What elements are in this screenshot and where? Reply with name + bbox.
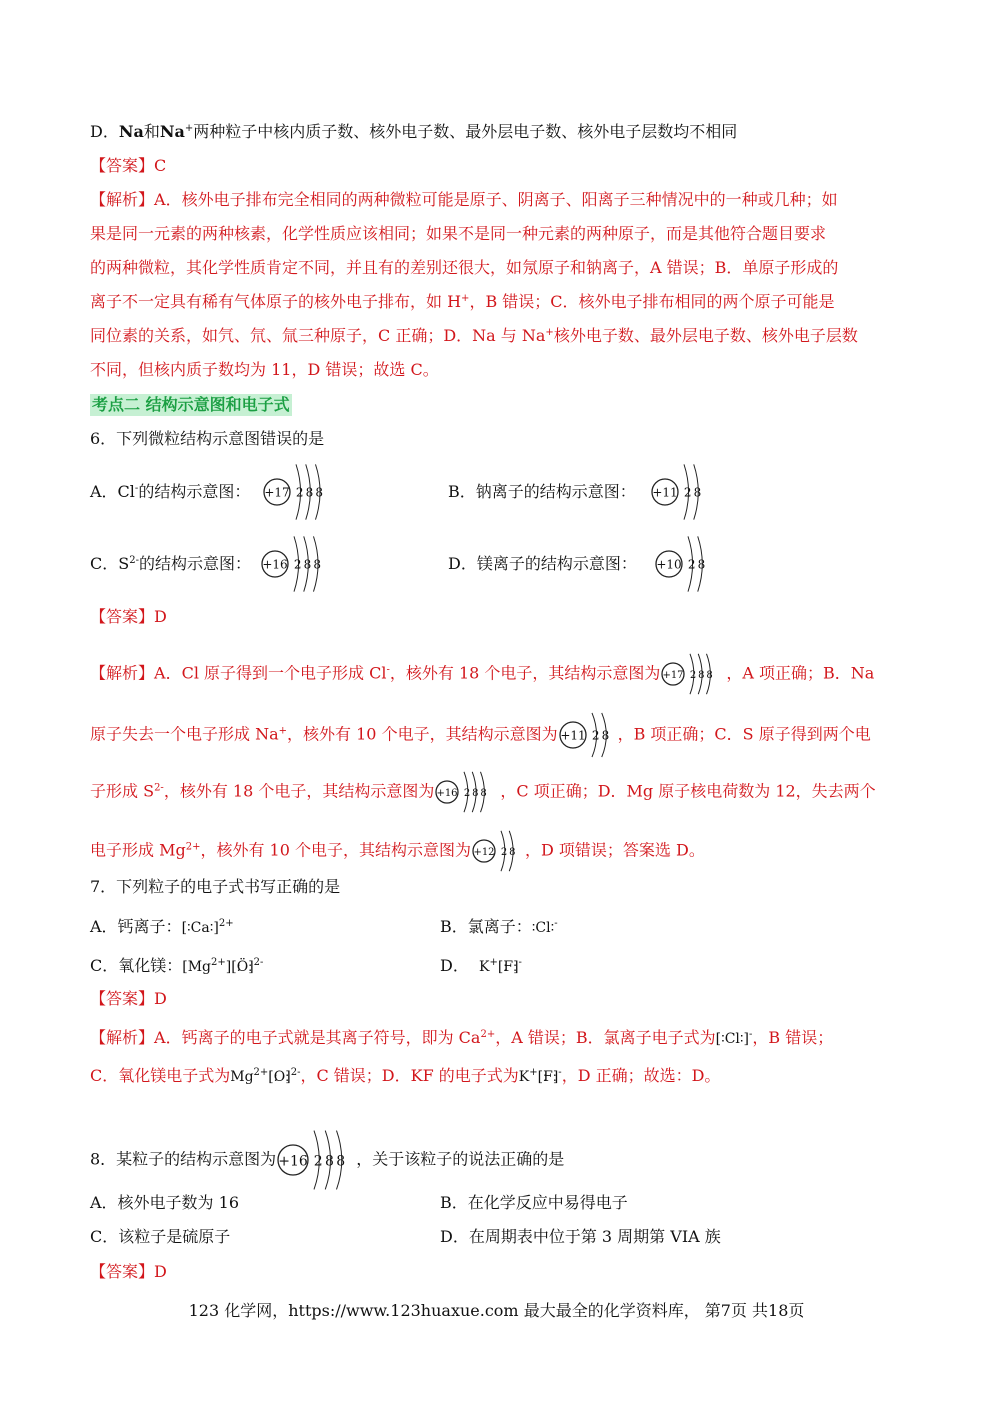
shell-electron-count: 8 <box>480 787 488 799</box>
explanation-5-line3: 的两种微粒，其化学性质肯定不同，并且有的差别还很大，如氖原子和钠离子，A 错误；B．单原子形成的 <box>90 258 839 277</box>
q7-option-b: B．氯离子：∶Cl∶- <box>440 917 558 936</box>
section-heading: 考点二 结构示意图和电子式 <box>92 395 290 414</box>
answer-5: 【答案】C <box>90 156 167 175</box>
shell-electron-count: 2 <box>683 485 692 500</box>
explanation-7-line2: C．氧化镁电子式为$Mg^{2+}[׃O׃]^{2-}$，C 错误；D．KF 的电子式为K+[׃F׃]-，D 正确；故选：D。 <box>90 1066 721 1085</box>
nucleus-charge: +17 <box>264 485 290 500</box>
question-8-stem: 8．某粒子的结构示意图为 +16 2 8 8 ，关于该粒子的说法正确的是 <box>90 1128 564 1192</box>
atom-diagram-inline-3 <box>434 770 500 814</box>
q7-option-c: C．氧化镁：$[Mg^{2+}][׃Ö׃]^{2-}$ <box>90 956 264 975</box>
explanation-5-line5: 同位素的关系，如氕、氘、氚三种原子，C 正确；D．Na 与 Na+核外电子数、最外层电子数、核外电子层数 <box>90 326 858 345</box>
answer-8: 【答案】D <box>90 1262 167 1281</box>
q6-option-c: C．$S^{2-}$的结构示意图： <box>90 554 251 573</box>
atom-diagram-d <box>654 534 718 594</box>
answer-7: 【答案】D <box>90 989 167 1008</box>
shell-electron-count: 8 <box>698 669 705 681</box>
explanation-7-line1: 【解析】A．钙离子的电子式就是其离子符号，即为 $Ca^{2+}$，A 错误；B．氯离子电子式为[∶Cl∶]-，B 错误； <box>90 1028 834 1047</box>
shell-electron-count: 8 <box>313 557 321 572</box>
atom-diagram-q8 <box>276 1128 356 1192</box>
question-6-stem: 6．下列微粒结构示意图错误的是 <box>90 429 325 448</box>
q7-option-a: A．钙离子：[∶Ca∶]$^{2+}$ <box>90 917 234 936</box>
q8-option-c: C．该粒子是硫原子 <box>90 1227 231 1246</box>
q5-option-d: D．Na和Na+两种粒子中核内质子数、核外电子数、最外层电子数、核外电子层数均不相同 <box>90 122 738 141</box>
shell-electron-count: 8 <box>315 485 323 500</box>
explanation-5-line6: 不同，但核内质子数均为 11，D 错误；故选 C。 <box>90 360 439 379</box>
nucleus-charge: +11 <box>652 485 678 500</box>
answer-6: 【答案】D <box>90 607 167 626</box>
q6-option-a: A．Cl-的结构示意图： <box>90 482 251 501</box>
nucleus-charge: +12 <box>473 846 495 858</box>
q8-option-a: A．核外电子数为 16 <box>90 1193 240 1212</box>
q6-option-b: B．钠离子的结构示意图： <box>448 482 636 501</box>
q6-option-d: D．镁离子的结构示意图： <box>448 554 637 573</box>
shell-electron-count: 2 <box>500 846 508 858</box>
shell-electron-count: 2 <box>293 557 302 572</box>
question-7-stem: 7．下列粒子的电子式书写正确的是 <box>90 877 341 896</box>
atom-diagram-inline-4 <box>471 829 525 873</box>
shell-electron-count: 8 <box>697 557 706 572</box>
explanation-6-line1: 【解析】A．Cl 原子得到一个电子形成 Cl-，核外有 18 个电子，其结构示意图为 +17 2 8 8 ，A 项正确；B．Na <box>90 652 874 696</box>
atom-diagram-b <box>650 462 714 522</box>
atom-diagram-a <box>262 462 342 522</box>
q8-option-d: D．在周期表中位于第 3 周期第 VIA 族 <box>440 1227 721 1246</box>
explanation-6-line3: 子形成 $S^{2-}$，核外有 18 个电子，其结构示意图为 +16 2 8 8 ，C 项正确；D．Mg 原子核电荷数为 12，失去两个 <box>90 770 876 814</box>
shell-electron-count: 8 <box>336 1153 346 1170</box>
shell-electron-count: 2 <box>464 787 471 799</box>
shell-electron-count: 2 <box>687 557 696 572</box>
q7-option-d: D． K+[׃F׃]- <box>440 956 522 975</box>
shell-electron-count: 8 <box>305 485 314 500</box>
explanation-5-line2: 果是同一元素的两种核素，化学性质应该相同；如果不是同一种元素的两种原子，而是其他符合题目要求 <box>90 224 827 243</box>
shell-electron-count: 8 <box>509 846 516 858</box>
shell-electron-count: 8 <box>706 669 714 681</box>
nucleus-charge: +17 <box>662 669 684 681</box>
nucleus-charge: +16 <box>278 1153 308 1170</box>
shell-electron-count: 2 <box>690 669 697 681</box>
shell-electron-count: 2 <box>591 728 600 743</box>
shell-electron-count: 8 <box>325 1153 335 1170</box>
explanation-6-line4: 电子形成 $Mg^{2+}$，核外有 10 个电子，其结构示意图为 +12 2 8 ，D 项错误；答案选 D。 <box>90 829 705 873</box>
page-footer: 123 化学网，https://www.123huaxue.com 最大最全的化学资料库， 第7页 共18页 <box>188 1301 805 1320</box>
atom-diagram-c <box>260 534 332 594</box>
q8-option-b: B．在化学反应中易得电子 <box>440 1193 628 1212</box>
nucleus-charge: +16 <box>262 557 288 572</box>
shell-electron-count: 8 <box>693 485 702 500</box>
shell-electron-count: 2 <box>295 485 304 500</box>
shell-electron-count: 8 <box>601 728 609 743</box>
atom-diagram-inline-1 <box>660 652 726 696</box>
shell-electron-count: 8 <box>303 557 312 572</box>
nucleus-charge: +16 <box>436 787 458 799</box>
nucleus-charge: +10 <box>656 557 682 572</box>
explanation-5-line1: 【解析】A．核外电子排布完全相同的两种微粒可能是原子、阴离子、阳离子三种情况中的一种或几种；如 <box>90 190 838 209</box>
explanation-5-line4: 离子不一定具有稀有气体原子的核外电子排布，如 H+，B 错误；C．核外电子排布相同的两个原子可能是 <box>90 292 835 311</box>
nucleus-charge: +11 <box>559 728 586 743</box>
shell-electron-count: 8 <box>472 787 479 799</box>
shell-electron-count: 2 <box>313 1153 323 1170</box>
atom-diagram-inline-2 <box>558 711 618 759</box>
explanation-6-line2: 原子失去一个电子形成 Na+，核外有 10 个电子，其结构示意图为 +11 2 8 ，B 项正确；C．S 原子得到两个电 <box>90 711 871 759</box>
